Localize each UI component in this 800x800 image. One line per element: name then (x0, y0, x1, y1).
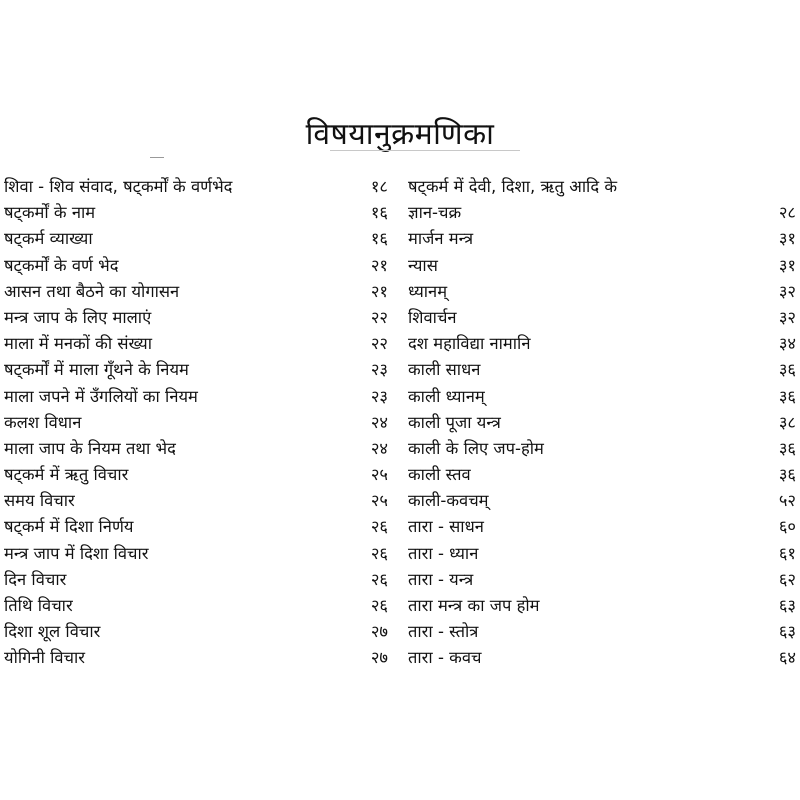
index-entry (4, 200, 390, 226)
entry-label: दिशा शूल विचार (4, 622, 101, 642)
entry-label: तारा - साधन (408, 517, 484, 537)
index-entry (408, 331, 796, 357)
entry-label: तारा - ध्यान (408, 543, 479, 563)
entry-label: तारा - कवच (408, 648, 482, 668)
entry-page-number: २२ (370, 334, 388, 354)
title-underline (330, 150, 520, 151)
index-entry (4, 384, 390, 410)
entry-page-number: ३८ (778, 412, 796, 432)
index-entry (4, 567, 390, 593)
index-entry (4, 331, 390, 357)
index-entry (4, 410, 390, 436)
entry-label: समय विचार (4, 491, 75, 511)
index-entry (408, 619, 796, 645)
entry-page-number: ३१ (778, 255, 796, 275)
index-entry (408, 174, 796, 200)
index-entry (408, 226, 796, 252)
entry-page-number: ६३ (778, 622, 796, 642)
entry-page-number: ६० (778, 517, 796, 537)
index-entry (408, 200, 796, 226)
entry-page-number: ३१ (778, 229, 796, 249)
entry-page-number: ५२ (778, 491, 796, 511)
index-entry (4, 279, 390, 305)
index-entry (4, 174, 390, 200)
entry-label: षट्कर्मों में माला गूँथने के नियम (4, 360, 189, 380)
entry-page-number: १६ (370, 203, 388, 223)
entry-label: मन्त्र जाप के लिए मालाएं (4, 307, 152, 327)
entry-label: षट्कर्मों के वर्ण भेद (4, 255, 119, 275)
entry-label: योगिनी विचार (4, 648, 86, 668)
index-entry (408, 567, 796, 593)
entry-page-number: २७ (370, 622, 388, 642)
entry-page-number: २५ (370, 465, 388, 485)
entry-label: कलश विधान (4, 412, 82, 432)
entry-page-number: २१ (370, 281, 388, 301)
index-entry (408, 279, 796, 305)
index-entry (408, 436, 796, 462)
index-entry (408, 645, 796, 671)
entry-page-number: १८ (370, 177, 388, 196)
entry-label: काली ध्यानम् (408, 386, 485, 406)
index-entry (4, 436, 390, 462)
entry-label: माला में मनकों की संख्या (4, 334, 153, 354)
entry-page-number: २६ (370, 569, 388, 589)
index-entry (408, 462, 796, 488)
index-entry (408, 410, 796, 436)
index-entry (4, 226, 390, 252)
entry-label: षट्कर्म में देवी, दिशा, ऋतु आदि के (408, 177, 618, 196)
entry-label: षट्कर्म में दिशा निर्णय (4, 517, 134, 537)
margin-mark (150, 157, 164, 158)
entry-page-number: ६४ (778, 648, 796, 668)
entry-label: मन्त्र जाप में दिशा विचार (4, 543, 149, 563)
entry-label: माला जपने में उँगलियों का नियम (4, 386, 198, 406)
entry-label: दिन विचार (4, 569, 67, 589)
entry-page-number: २४ (370, 438, 388, 458)
right-column (408, 174, 796, 672)
entry-page-number: ३४ (778, 334, 796, 354)
entry-label: काली-कवचम् (408, 491, 489, 511)
index-entry (4, 593, 390, 619)
entry-page-number: २१ (370, 255, 388, 275)
entry-label: काली साधन (408, 360, 481, 380)
left-column (4, 174, 390, 672)
index-entry (4, 462, 390, 488)
index-entry (408, 384, 796, 410)
entry-page-number: ३६ (778, 465, 796, 485)
entry-label: दश महाविद्या नामानि (408, 334, 531, 354)
entry-label: शिवा - शिव संवाद, षट्कर्मों के वर्णभेद (4, 177, 233, 196)
entry-label: शिवार्चन (408, 307, 457, 327)
index-entry (408, 488, 796, 514)
index-entry (4, 357, 390, 383)
entry-label: आसन तथा बैठने का योगासन (4, 281, 180, 301)
entry-label: तिथि विचार (4, 596, 73, 615)
entry-label: काली पूजा यन्त्र (408, 412, 501, 432)
index-entry (408, 253, 796, 279)
entry-page-number: २३ (370, 360, 388, 380)
entry-page-number: ३६ (778, 438, 796, 458)
entry-page-number: ३२ (778, 281, 796, 301)
index-entry (408, 541, 796, 567)
entry-label: न्यास (408, 255, 438, 275)
index-entry (408, 305, 796, 331)
entry-label: काली स्तव (408, 465, 471, 485)
entry-page-number: ३६ (778, 360, 796, 380)
entry-page-number: २२ (370, 307, 388, 327)
entry-label: षट्कर्म व्याख्या (4, 229, 93, 249)
entry-page-number: ६३ (778, 596, 796, 615)
entry-label: माला जाप के नियम तथा भेद (4, 438, 176, 458)
index-entry (408, 514, 796, 540)
entry-label: तारा - यन्त्र (408, 569, 474, 589)
index-entry (4, 305, 390, 331)
entry-label: काली के लिए जप-होम (408, 438, 544, 458)
entry-page-number: २३ (370, 386, 388, 406)
page-title: विषयानुक्रमणिका (305, 117, 495, 152)
entry-page-number: २५ (370, 491, 388, 511)
index-entry (4, 514, 390, 540)
entry-label: तारा मन्त्र का जप होम (408, 596, 540, 615)
entry-page-number: ३२ (778, 307, 796, 327)
entry-label: ज्ञान-चक्र (408, 203, 462, 223)
index-entry (4, 645, 390, 671)
index-entry (408, 357, 796, 383)
index-entry (4, 541, 390, 567)
entry-label: षट्कर्म में ऋतु विचार (4, 465, 129, 485)
entry-page-number: २६ (370, 596, 388, 615)
entry-page-number: ६१ (778, 543, 796, 563)
entry-label: षट्कर्मों के नाम (4, 203, 96, 223)
entry-page-number: २८ (778, 203, 796, 223)
index-entry (4, 253, 390, 279)
entry-page-number: १६ (370, 229, 388, 249)
index-entry (408, 593, 796, 619)
entry-label: मार्जन मन्त्र (408, 229, 474, 249)
index-entry (4, 488, 390, 514)
entry-page-number: २७ (370, 648, 388, 668)
index-entry (4, 619, 390, 645)
entry-label: ध्यानम् (408, 281, 448, 301)
entry-label: तारा - स्तोत्र (408, 622, 479, 642)
entry-page-number: ३६ (778, 386, 796, 406)
entry-page-number: २६ (370, 543, 388, 563)
entry-page-number: २६ (370, 517, 388, 537)
entry-page-number: ६२ (778, 569, 796, 589)
entry-page-number: २४ (370, 412, 388, 432)
